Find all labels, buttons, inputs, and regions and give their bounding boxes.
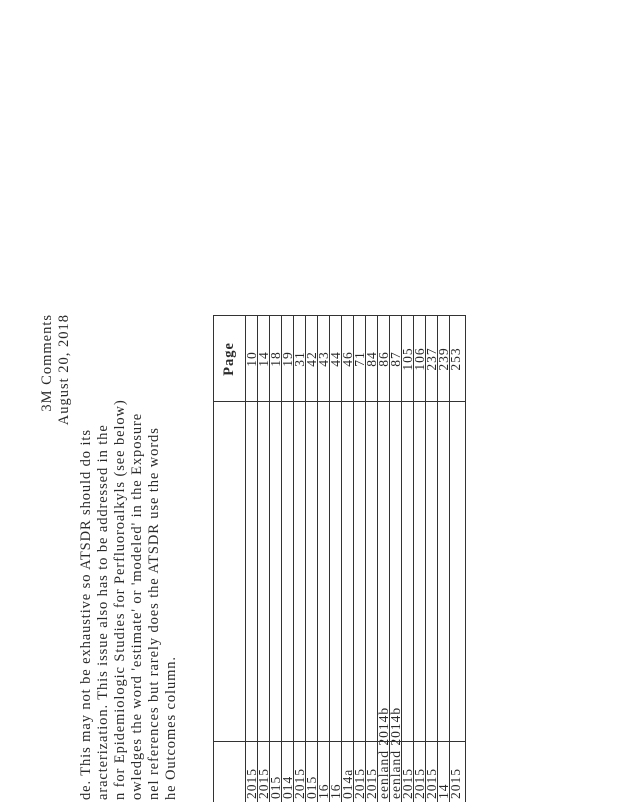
study-reference: 014 [280,775,295,799]
paragraph-line: n for Epidemiologic Studies for Perfluoroalkyls (see below) [112,399,128,800]
page-number: 71 [352,351,367,367]
study-reference: eenland 2014b [376,706,391,799]
study-reference: 2015 [448,768,463,799]
study-reference: 2015 [292,768,307,799]
page-number: 46 [340,351,355,367]
paragraph-line: nel references but rarely does the ATSDR use the words [146,427,162,800]
page-number: 43 [316,351,331,367]
reference-table [213,315,466,802]
paragraph-line: aracterization. This issue also has to be addressed in the [95,424,111,800]
page-number: 31 [292,351,307,367]
study-reference: 015 [304,775,319,799]
paragraph-line: he Outcomes column. [163,656,179,800]
study-reference: 014a [340,768,355,799]
table-row [329,316,341,802]
page-number: 87 [388,351,403,367]
study-reference: 2015 [352,768,367,799]
study-reference: 2015 [412,768,427,799]
table-row [317,316,329,802]
page-number: 19 [280,351,295,367]
page-number: 18 [268,351,283,367]
table-row [341,316,353,802]
page-number: 105 [400,347,415,371]
table-row [425,316,437,802]
page-number: 44 [328,351,343,367]
page-column-header: Page [221,342,237,376]
page-number: 86 [376,351,391,367]
study-reference: 2015 [244,768,259,799]
study-reference: 16 [316,783,331,799]
table-row [257,316,269,802]
table-row [269,316,281,802]
table-row [281,316,293,802]
study-reference: 2015 [400,768,415,799]
page-number: 237 [424,347,439,371]
header-title: 3M Comments [39,314,55,412]
paragraph-line: de. This may not be exhaustive so ATSDR should do its [78,429,94,800]
study-reference: eenland 2014b [388,706,403,799]
table-row [437,316,449,802]
study-reference: 2015 [424,768,439,799]
table-row [389,316,401,802]
study-reference: 16 [328,783,343,799]
header-date: August 20, 2018 [56,314,72,426]
paragraph-line: owledges the word 'estimate' or 'modeled' in the Exposure [129,412,145,800]
study-reference: 015 [268,775,283,799]
table-row [353,316,365,802]
page-number: 14 [256,351,271,367]
page-number: 84 [364,351,379,367]
study-reference: 2015 [256,768,271,799]
table-row [305,316,317,802]
study-reference: 14 [436,783,451,799]
page-number: 239 [436,347,451,371]
table-row [245,316,257,802]
table-row [413,316,425,802]
table-header-row [214,316,245,802]
page-number: 253 [448,347,463,371]
table-row [401,316,413,802]
page-number: 106 [412,347,427,371]
study-reference: 2015 [364,768,379,799]
table-row [293,316,305,802]
page-number: 42 [304,351,319,367]
page-number: 10 [244,351,259,367]
table-row [449,316,461,802]
